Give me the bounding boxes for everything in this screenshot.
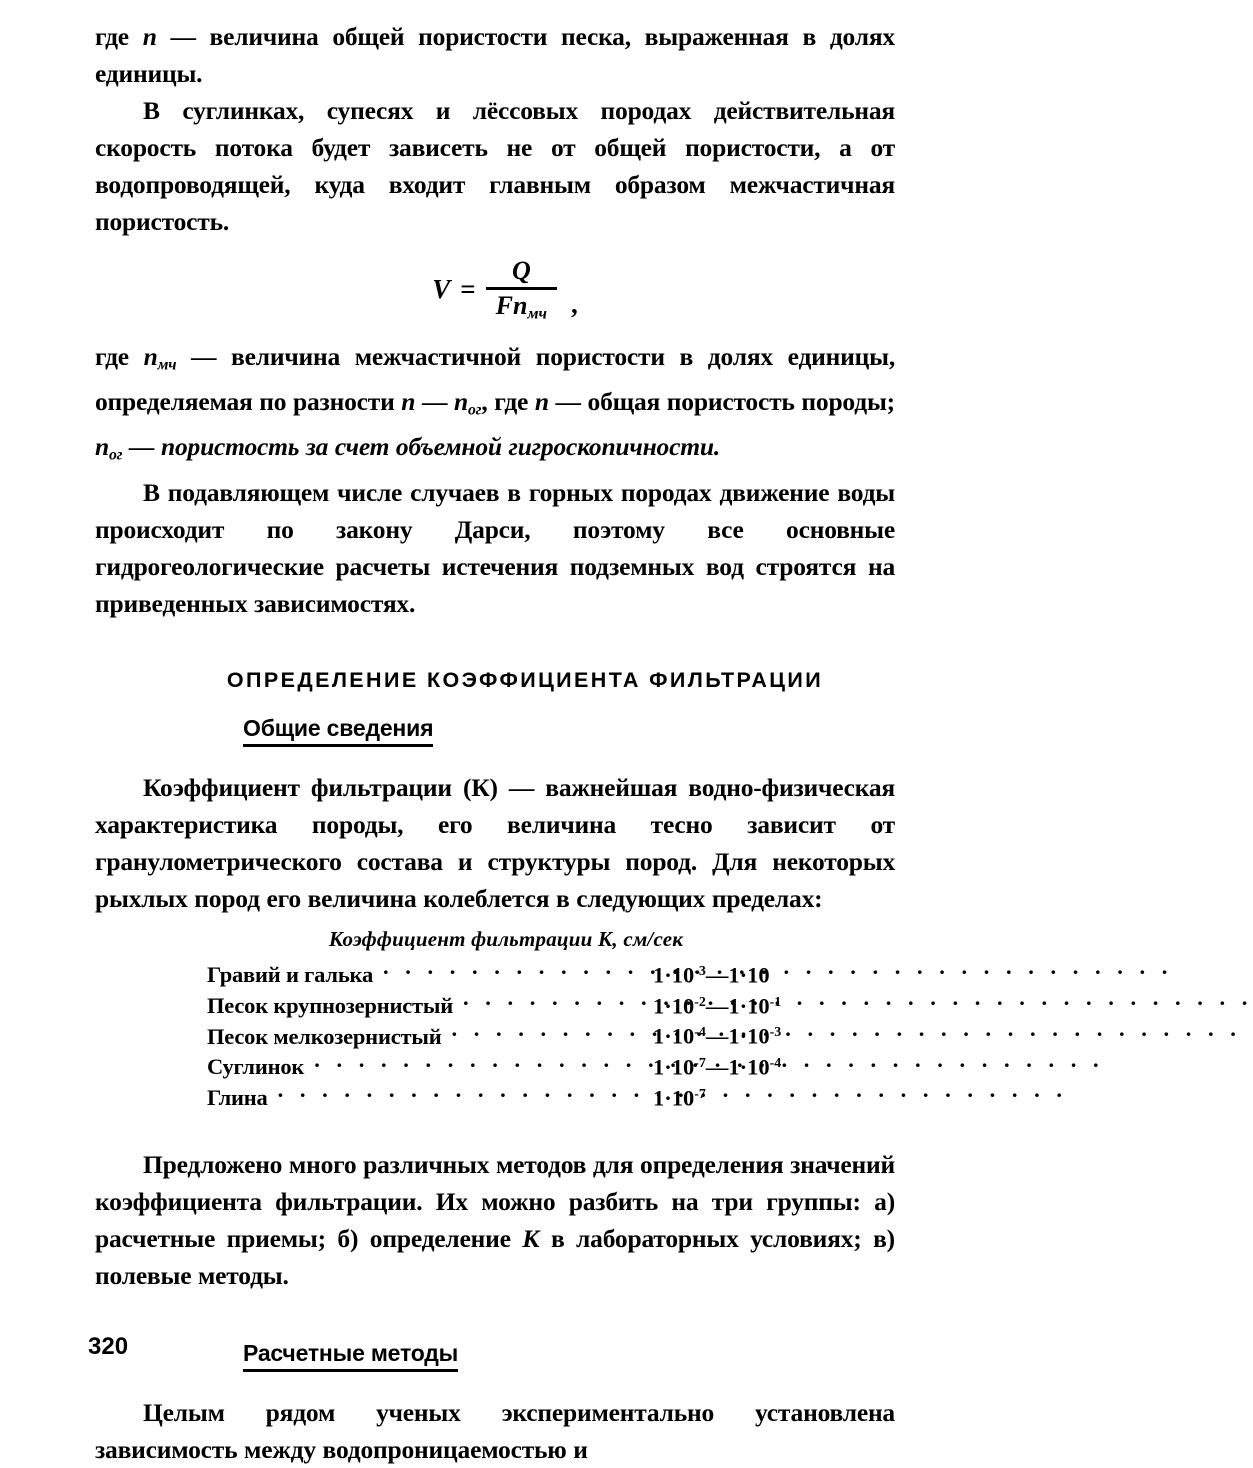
leader-dots	[383, 960, 645, 983]
para6-b: в лабораторных условиях; в) полевые методы.	[95, 1223, 895, 1290]
subheading-general-info-text: Общие сведения	[243, 715, 433, 747]
value-to-exponent: -4	[769, 1056, 782, 1072]
page-number: 320	[88, 1333, 129, 1360]
value-from-exponent: -3	[694, 963, 706, 979]
symbol-n-mch	[144, 342, 177, 371]
para3-dash: —	[421, 386, 448, 416]
value-from-exponent: -2	[694, 994, 706, 1010]
paragraph-methods-groups	[95, 1146, 895, 1294]
formula-block	[95, 256, 895, 324]
formula-velocity	[432, 256, 577, 324]
paragraph-definition-nmch	[95, 338, 895, 474]
paragraph-definition-n	[95, 18, 895, 92]
leader-dots	[451, 1021, 645, 1044]
value-dash: —	[705, 962, 729, 988]
para3-lead: где	[95, 341, 129, 371]
denominator-main: Fn	[495, 291, 528, 320]
value-to-exponent: -3	[769, 1025, 782, 1041]
row-label: Песок мелкозернистый	[207, 1023, 442, 1049]
para3-a: — величина межчастичной пористости в долях единицы, определяемая по разности	[95, 341, 895, 416]
symbol-n-og-1	[454, 386, 482, 419]
filtration-coefficient-table	[95, 958, 895, 1112]
symbol-n-base: n	[143, 341, 158, 371]
value-to-mantissa: 1·10	[728, 992, 770, 1018]
para6-a: Предложено много различных методов для определения значений коэффициента фильтрации. Их можно разбить на три группы: а) расчетные приемы; б) определение	[95, 1149, 895, 1253]
paragraph-darcy-law: В подавляющем числе случаев в горных породах движение воды происходит по закону Дарси, поэтому все основные гидрогеологические расчеты истечения подземных вод строятся на приведенных зависимостях.	[95, 477, 895, 618]
formula-numerator: Q	[511, 256, 531, 285]
formula-lhs: V	[432, 274, 451, 305]
value-to-mantissa: 1·10	[728, 1054, 770, 1080]
page-content	[95, 18, 895, 1468]
value-to-exponent: -1	[769, 994, 782, 1010]
symbol-n-b: n	[401, 386, 416, 416]
symbol-n-og-sub: ог	[467, 401, 482, 419]
value-dash: —	[705, 1054, 729, 1080]
value-to-mantissa: 1·10	[728, 1023, 770, 1049]
value-from-mantissa: 1·10	[653, 962, 695, 988]
para1-rest: — величина общей пористости песка, выраженная в долях единицы.	[95, 22, 895, 88]
formula-trailing-comma: ,	[570, 288, 578, 319]
value-dash: —	[705, 992, 729, 1018]
leader-dots	[278, 1083, 645, 1106]
row-label: Песок крупнозернистый	[207, 992, 454, 1018]
leader-dots	[463, 990, 645, 1013]
symbol-n-og2-sub: ог	[108, 446, 123, 464]
value-from-mantissa: 1·10	[653, 1054, 695, 1080]
para3-e: , где	[481, 386, 529, 416]
symbol-n-sub: мч	[157, 355, 177, 373]
formula-denominator	[486, 290, 557, 324]
symbol-n-og-base: n	[454, 386, 468, 416]
subheading-calculation-methods-text: Расчетные методы	[243, 1340, 458, 1372]
formula-fraction	[486, 256, 557, 324]
value-from-exponent: -7	[694, 1056, 706, 1072]
symbol-n: n	[142, 22, 157, 51]
para3-g: — общая пористость породы;	[555, 386, 895, 416]
denominator-subscript: мч	[527, 305, 547, 323]
paragraph-loam-velocity: В суглинках, супесях и лёссовых породах действительная скорость потока будет зависеть не от общей пористости, а от водопроводящей, куда входит главным образом межчастичная пористость.	[95, 96, 895, 236]
value-from-mantissa: 1·10	[653, 1023, 695, 1049]
subheading-calculation-methods	[95, 1340, 895, 1372]
symbol-k: К	[522, 1223, 540, 1253]
formula-equals: =	[460, 274, 476, 305]
symbol-n-og2-base: n	[95, 432, 109, 462]
table-caption: Коэффициент фильтрации К, см/сек	[328, 926, 684, 951]
paragraph-permeability-relation: Целым рядом ученых экспериментально установлена зависимость между водопроницаемостью и	[95, 1397, 895, 1464]
value-from-mantissa: 1·10	[653, 992, 695, 1018]
value-from-mantissa: 1·10	[653, 1085, 695, 1111]
value-dash: —	[705, 1023, 729, 1049]
symbol-n-og-2	[95, 432, 123, 464]
row-label: Гравий и галька	[207, 962, 374, 988]
row-label: Глина	[207, 1085, 268, 1111]
symbol-n-f: n	[534, 386, 549, 416]
table-row	[207, 1081, 895, 1112]
value-from-exponent: -4	[694, 1025, 706, 1041]
value-from-exponent: -7	[694, 1086, 706, 1102]
para1-lead: где	[95, 22, 129, 51]
row-label: Суглинок	[207, 1054, 305, 1080]
subheading-general-info	[95, 715, 895, 747]
para3-i: — пористость за счет объемной гигроскопичности.	[129, 432, 721, 462]
paragraph-filtration-coefficient: Коэффициент фильтрации (К) — важнейшая водно-физическая характеристика породы, его величина тесно зависит от гранулометрического состава и структуры пород. Для некоторых рыхлых пород его величина колеблется в следующих пределах:	[95, 772, 895, 913]
value-to-mantissa: 1·10	[728, 962, 770, 988]
section-heading: ОПРЕДЕЛЕНИЕ КОЭФФИЦИЕНТА ФИЛЬТРАЦИИ	[226, 667, 824, 692]
leader-dots	[314, 1052, 645, 1075]
